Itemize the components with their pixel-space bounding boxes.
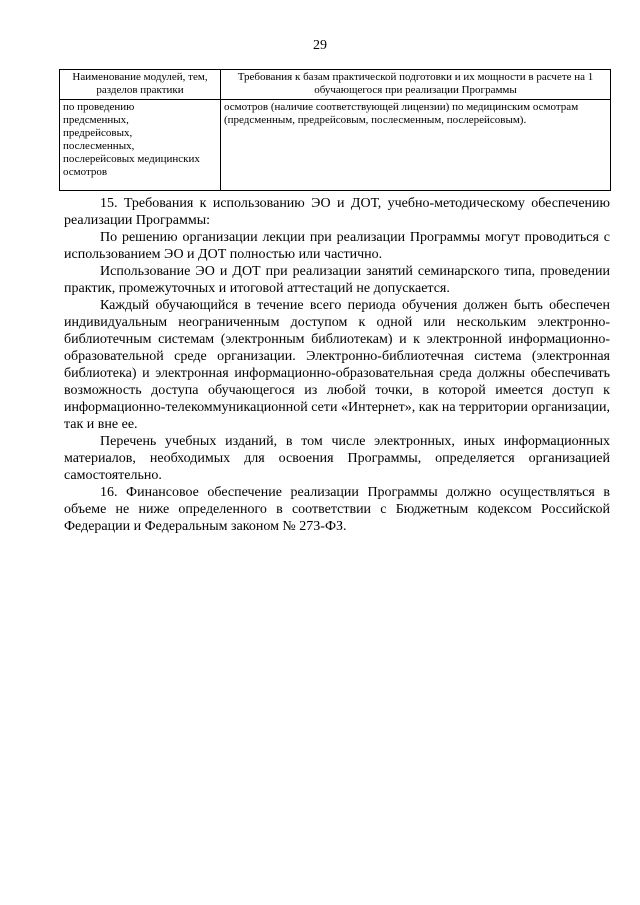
table-header-modules: Наименование модулей, тем, разделов практики bbox=[60, 70, 221, 100]
paragraph-access: Каждый обучающийся в течение всего периода обучения должен быть обеспечен индивидуальным неограниченным доступом к одной или нескольким электронно-библиотечным системам (электронным библиотекам) и к электронной информационно-образовательной среде организации. Электронно-библиотечная система (электронная библиотека) и электронная информационно-образовательная среда должны обеспечивать возможность доступа обучающегося из любой точки, в которой имеется доступ к информационно-телекоммуникационной сети «Интернет», как на территории организации, так и вне ее. bbox=[64, 298, 610, 432]
table-cell-module bbox=[60, 100, 221, 191]
table-row bbox=[60, 100, 611, 191]
cell-line: предсменных, bbox=[63, 114, 129, 126]
table-cell-requirement: осмотров (наличие соответствующей лицензии) по медицинским осмотрам (предсменным, предрейсовым, послесменным, послерейсовым). bbox=[221, 100, 611, 191]
paragraph-lectures: По решению организации лекции при реализации Программы могут проводиться с использованием ЭО и ДОТ полностью или частично. bbox=[64, 230, 610, 262]
paragraph-section-16: 16. Финансовое обеспечение реализации Программы должно осуществляться в объеме не ниже определенного в соответствии с Бюджетным кодексом Российской Федерации и Федеральным законом № 273-ФЗ. bbox=[64, 485, 610, 534]
document-body bbox=[64, 195, 610, 535]
paragraph-materials: Перечень учебных изданий, в том числе электронных, иных информационных материалов, необходимых для освоения Программы, определяется организацией самостоятельно. bbox=[64, 434, 610, 483]
cell-line: осмотров bbox=[63, 166, 108, 178]
cell-line: послерейсовых медицинских bbox=[63, 153, 200, 165]
cell-line: послесменных, bbox=[63, 140, 135, 152]
table-header-requirements: Требования к базам практической подготовки и их мощности в расчете на 1 обучающегося при реализации Программы bbox=[221, 70, 611, 100]
cell-line: предрейсовых, bbox=[63, 127, 133, 139]
requirements-table bbox=[59, 69, 611, 191]
paragraph-section-15: 15. Требования к использованию ЭО и ДОТ, учебно-методическому обеспечению реализации Программы: bbox=[64, 196, 610, 228]
table-header-row bbox=[60, 70, 611, 100]
paragraph-seminars: Использование ЭО и ДОТ при реализации занятий семинарского типа, проведении практик, промежуточных и итоговой аттестаций не допускается. bbox=[64, 264, 610, 296]
page-number: 29 bbox=[313, 38, 327, 53]
cell-line: по проведению bbox=[63, 101, 135, 113]
